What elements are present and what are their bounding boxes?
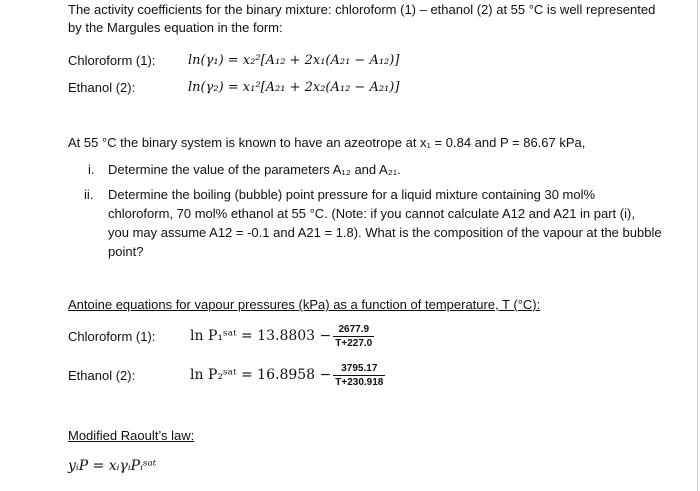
question-ii-line-3: you may assume A12 = -0.1 and A21 = 1.8). What is the composition of the vapour at the bubble <box>108 225 662 240</box>
margules-ethanol-label: Ethanol (2): <box>68 80 136 95</box>
antoine-chloroform-denominator: T+227.0 <box>335 337 373 349</box>
margules-ethanol-equation: ln(γ₂) = x₁²[A₂₁ + 2x₂(A₁₂ − A₂₁)] <box>188 80 400 95</box>
raoult-heading: Modified Raoult’s law: <box>68 428 195 443</box>
antoine-ethanol-label: Ethanol (2): <box>68 368 136 383</box>
antoine-ethanol-lhs: ln P₂ˢᵃᵗ = 16.8958 − <box>190 367 332 383</box>
antoine-heading: Antoine equations for vapour pressures (kPa) as a function of temperature, T (°C): <box>68 297 541 312</box>
azeotrope-statement: At 55 °C the binary system is known to have an azeotrope at x₁ = 0.84 and P = 86.67 kPa, <box>68 135 586 150</box>
antoine-ethanol-numerator: 3795.17 <box>333 362 385 376</box>
intro-line-2: by the Margules equation in the form: <box>68 20 283 35</box>
antoine-chloroform-equation <box>190 318 374 354</box>
question-ii-line-2: chloroform, 70 mol% ethanol at 55 °C. (Note: if you cannot calculate A12 and A21 in part (i), <box>108 206 635 221</box>
antoine-chloroform-numerator: 2677.9 <box>333 323 374 337</box>
antoine-chloroform-lhs: ln P₁ˢᵃᵗ = 13.8803 − <box>190 328 332 344</box>
antoine-ethanol-fraction <box>333 362 385 389</box>
raoult-equation: yᵢP = xᵢγᵢPᵢˢᵃᵗ <box>68 458 157 474</box>
antoine-ethanol-equation <box>190 357 385 393</box>
question-ii-line-4: point? <box>108 244 144 259</box>
question-i-marker: i. <box>88 162 95 177</box>
antoine-chloroform-fraction <box>333 323 374 350</box>
antoine-chloroform-label: Chloroform (1): <box>68 329 156 344</box>
antoine-ethanol-denominator: T+230.918 <box>335 376 384 388</box>
question-ii-marker: ii. <box>84 187 94 202</box>
question-i-text: Determine the value of the parameters A₁₂ and A₂₁. <box>108 162 401 177</box>
margules-chloroform-equation: ln(γ₁) = x₂²[A₁₂ + 2x₁(A₂₁ − A₁₂)] <box>188 53 400 68</box>
question-ii-line-1: Determine the boiling (bubble) point pressure for a liquid mixture containing 30 mol% <box>108 187 596 202</box>
margules-chloroform-label: Chloroform (1): <box>68 53 156 68</box>
intro-line-1: The activity coefficients for the binary mixture: chloroform (1) – ethanol (2) at 55 °C is well represented <box>68 2 656 17</box>
